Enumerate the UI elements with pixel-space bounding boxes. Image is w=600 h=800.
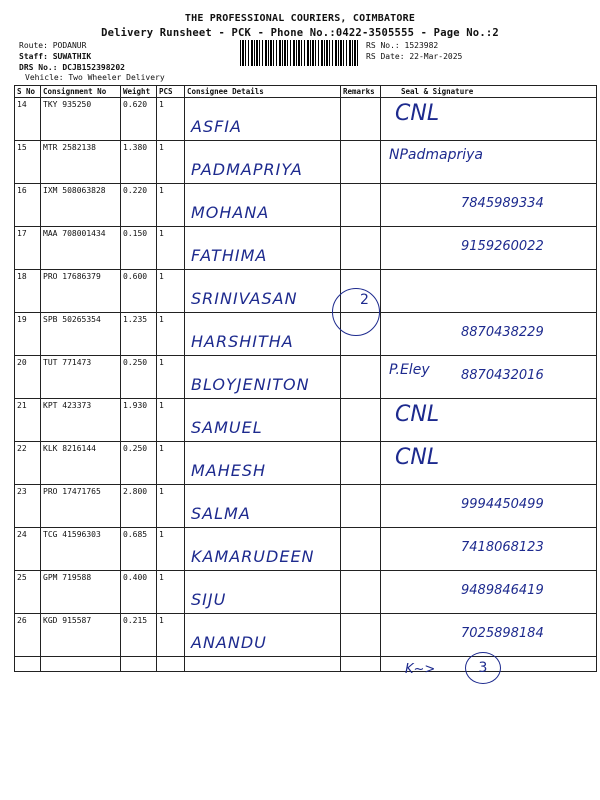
phone: 8870438229: [461, 325, 544, 340]
pcs-cell: 1: [157, 356, 185, 399]
weight-cell: 1.930: [121, 399, 157, 442]
rs-number: RS No.: 1523982: [366, 41, 439, 50]
weight-cell: 0.685: [121, 528, 157, 571]
sno-cell: 24: [15, 528, 41, 571]
phone: 7845989334: [461, 196, 544, 211]
consignee-name: MOHANA: [191, 203, 270, 222]
remarks-cell: [341, 98, 381, 141]
runsheet-subtitle: Delivery Runsheet - PCK - Phone No.:0422-3505555 - Page No.:2: [101, 27, 499, 39]
sno-cell: 23: [15, 485, 41, 528]
phone: 8870432016: [461, 368, 544, 383]
pcs-cell: 1: [157, 270, 185, 313]
col-pcs: PCS: [157, 86, 185, 98]
consignee-name: SRINIVASAN: [191, 289, 298, 308]
consignment-cell: TCG 41596303: [41, 528, 121, 571]
remarks-cell: [341, 442, 381, 485]
table-row: [15, 528, 597, 571]
weight-cell: 0.250: [121, 442, 157, 485]
sno-cell: 20: [15, 356, 41, 399]
col-sno: S No: [15, 86, 41, 98]
remarks-cell: [341, 614, 381, 657]
pcs-cell: 1: [157, 313, 185, 356]
runsheet-table: [14, 85, 597, 672]
weight-cell: 2.800: [121, 485, 157, 528]
pcs-cell: 1: [157, 442, 185, 485]
col-consignment: Consignment No: [41, 86, 121, 98]
col-weight: Weight: [121, 86, 157, 98]
table-row-empty: [15, 657, 597, 672]
signature: CNL: [395, 445, 440, 470]
table-row: [15, 442, 597, 485]
pcs-cell: 1: [157, 227, 185, 270]
table-row: [15, 614, 597, 657]
consignee-name: BLOYJENITON: [191, 375, 310, 394]
stamp-circle-mark: [332, 288, 380, 336]
consignee-name: SAMUEL: [191, 418, 263, 437]
remarks-cell: [341, 227, 381, 270]
consignment-cell: KGD 915587: [41, 614, 121, 657]
consignee-name: ASFIA: [191, 117, 242, 136]
weight-cell: 0.220: [121, 184, 157, 227]
consignment-cell: PRO 17686379: [41, 270, 121, 313]
pcs-cell: 1: [157, 485, 185, 528]
consignment-cell: KPT 423373: [41, 399, 121, 442]
table-row: [15, 227, 597, 270]
remarks-cell: [341, 528, 381, 571]
consignment-cell: KLK 8216144: [41, 442, 121, 485]
col-signature: Seal & Signature: [381, 86, 597, 98]
signature: NPadmapriya: [389, 147, 483, 163]
consignment-cell: MAA 708001434: [41, 227, 121, 270]
weight-cell: 0.400: [121, 571, 157, 614]
sno-cell: 19: [15, 313, 41, 356]
sno-cell: 21: [15, 399, 41, 442]
drs-number: DRS No.: DCJB152398202: [19, 63, 125, 72]
weight-cell: 0.215: [121, 614, 157, 657]
table-row: [15, 313, 597, 356]
consignment-cell: SPB 50265354: [41, 313, 121, 356]
table-row: [15, 356, 597, 399]
table-header-row: [15, 86, 597, 98]
pcs-cell: 1: [157, 141, 185, 184]
final-circle-number: 3: [465, 652, 501, 684]
table-row: [15, 485, 597, 528]
route-label: Route: PODANUR: [19, 41, 87, 50]
barcode-image: [240, 40, 358, 66]
weight-cell: 0.150: [121, 227, 157, 270]
signature: CNL: [395, 402, 440, 427]
pcs-cell: 1: [157, 98, 185, 141]
sno-cell: 16: [15, 184, 41, 227]
remarks-cell: [341, 356, 381, 399]
table-row: [15, 399, 597, 442]
consignee-name: PADMAPRIYA: [191, 160, 303, 179]
remarks-cell: [341, 485, 381, 528]
consignment-cell: TKY 935250: [41, 98, 121, 141]
remarks-cell: [341, 184, 381, 227]
consignee-name: HARSHITHA: [191, 332, 294, 351]
consignee-name: MAHESH: [191, 461, 267, 480]
consignment-cell: PRO 17471765: [41, 485, 121, 528]
sno-cell: 18: [15, 270, 41, 313]
table-row: [15, 571, 597, 614]
table-row: [15, 141, 597, 184]
consignee-name: KAMARUDEEN: [191, 547, 315, 566]
pcs-cell: 1: [157, 399, 185, 442]
phone: 9994450499: [461, 497, 544, 512]
phone: 7025898184: [461, 626, 544, 641]
vehicle-label: Vehicle: Two Wheeler Delivery: [25, 73, 165, 82]
pcs-cell: 1: [157, 184, 185, 227]
rs-date: RS Date: 22-Mar-2025: [366, 52, 463, 61]
consignee-name: SIJU: [191, 590, 227, 609]
consignment-cell: IXM 508063828: [41, 184, 121, 227]
sno-cell: 22: [15, 442, 41, 485]
phone: 9489846419: [461, 583, 544, 598]
consignee-name: FATHIMA: [191, 246, 268, 265]
weight-cell: 1.235: [121, 313, 157, 356]
phone: 9159260022: [461, 239, 544, 254]
col-remarks: Remarks: [341, 86, 381, 98]
consignment-cell: MTR 2582138: [41, 141, 121, 184]
stamp-number: 2: [360, 292, 369, 308]
sno-cell: 17: [15, 227, 41, 270]
consignment-cell: GPM 719588: [41, 571, 121, 614]
remarks-cell: [341, 141, 381, 184]
final-signature-scribble: K~>: [405, 662, 436, 677]
pcs-cell: 1: [157, 614, 185, 657]
weight-cell: 0.620: [121, 98, 157, 141]
remarks-cell: [341, 571, 381, 614]
phone: 7418068123: [461, 540, 544, 555]
weight-cell: 0.250: [121, 356, 157, 399]
table-row: [15, 98, 597, 141]
signature: CNL: [395, 101, 440, 126]
remarks-cell: [341, 399, 381, 442]
consignee-name: SALMA: [191, 504, 251, 523]
company-title: THE PROFESSIONAL COURIERS, COIMBATORE: [184, 13, 416, 24]
sno-cell: 25: [15, 571, 41, 614]
weight-cell: 0.600: [121, 270, 157, 313]
table-row: [15, 184, 597, 227]
signature: P.Eley: [389, 362, 430, 378]
staff-label: Staff: SUWATHIK: [19, 52, 92, 61]
consignment-cell: TUT 771473: [41, 356, 121, 399]
consignee-name: ANANDU: [191, 633, 267, 652]
col-consignee: Consignee Details: [185, 86, 341, 98]
sno-cell: 14: [15, 98, 41, 141]
weight-cell: 1.380: [121, 141, 157, 184]
sno-cell: 15: [15, 141, 41, 184]
table-row: [15, 270, 597, 313]
pcs-cell: 1: [157, 571, 185, 614]
pcs-cell: 1: [157, 528, 185, 571]
sno-cell: 26: [15, 614, 41, 657]
